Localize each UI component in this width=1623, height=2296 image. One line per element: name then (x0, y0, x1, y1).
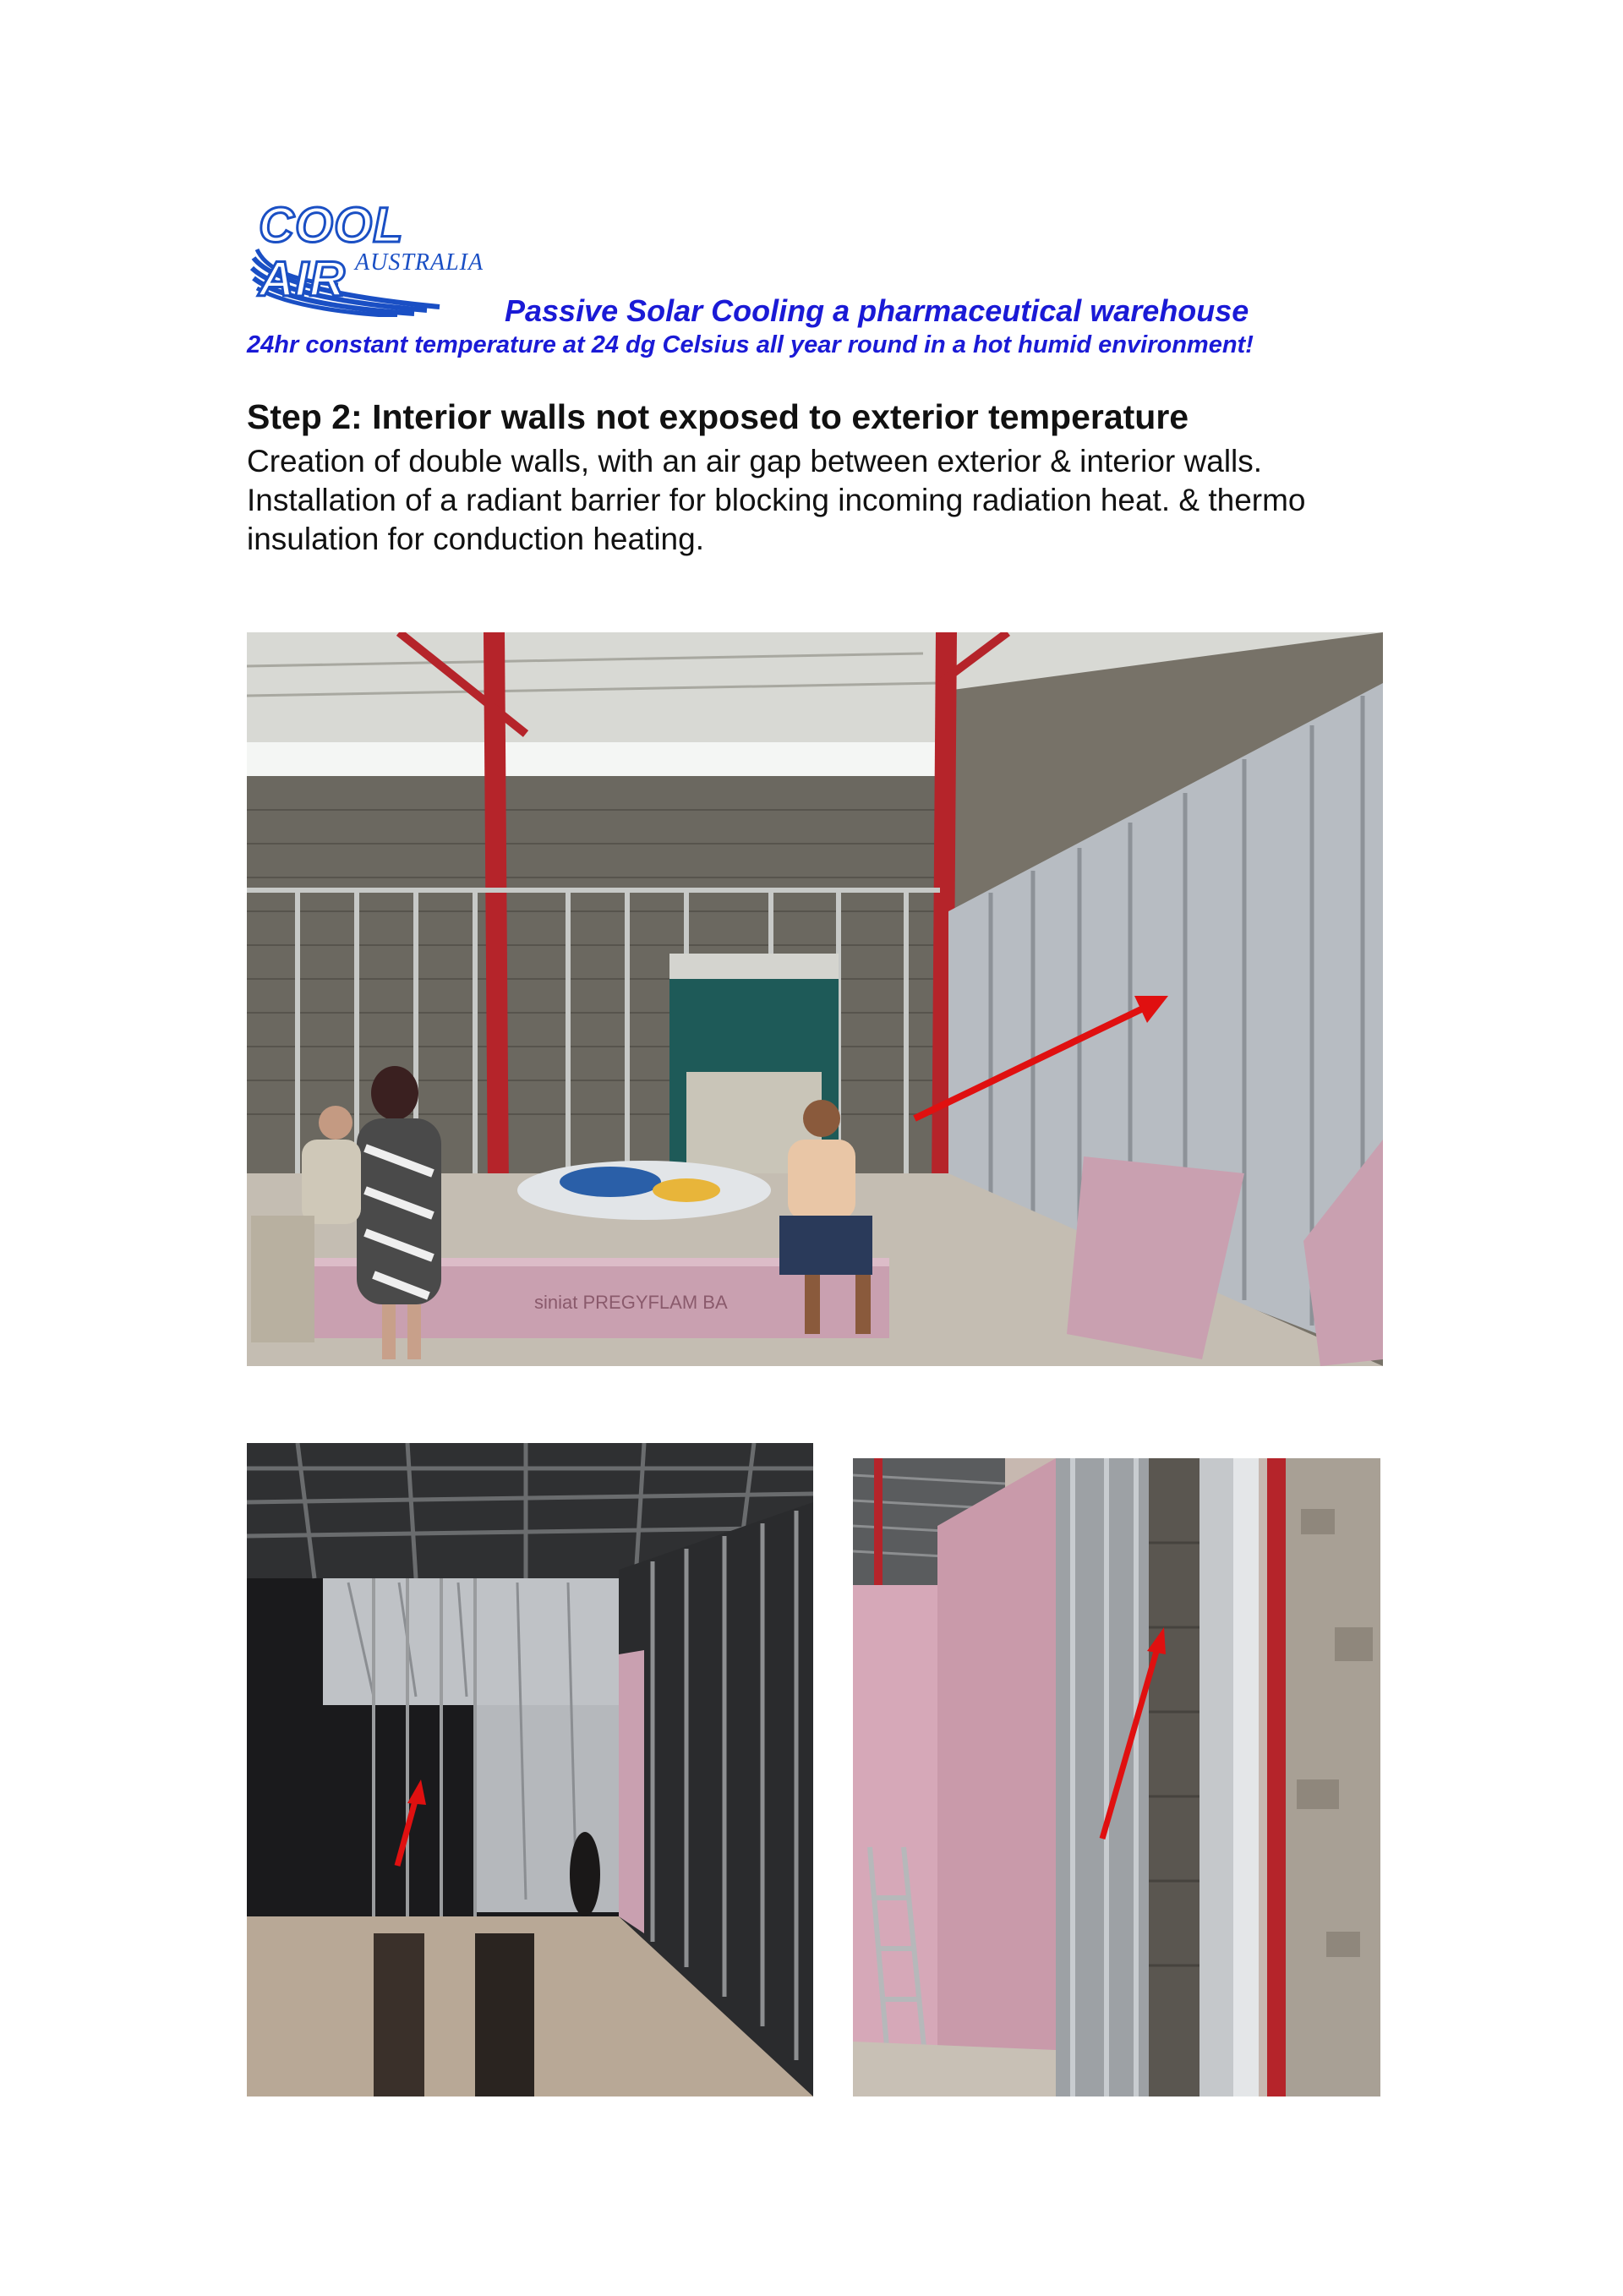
logo-wordmark: COOL AIR (259, 198, 403, 307)
corridor-illustration (247, 1443, 813, 2096)
step-line: Creation of double walls, with an air gap between exterior & interior walls. (247, 444, 1263, 478)
step-title: Step 2: Interior walls not exposed to exterior temperature (247, 397, 1189, 436)
double-wall-illustration (853, 1458, 1380, 2096)
warehouse-interior-photo (247, 632, 1383, 1366)
page-headline: Passive Solar Cooling a pharmaceutical warehouse (505, 293, 1249, 328)
step-line: Installation of a radiant barrier for blocking incoming radiation heat. & thermo insulation for conduction heating. (247, 483, 1306, 556)
corridor-radiant-barrier-photo (247, 1443, 813, 2096)
page-subheadline: 24hr constant temperature at 24 dg Celsius all year round in a hot humid environment! (247, 331, 1254, 358)
warehouse-interior-illustration (247, 632, 1383, 1366)
board-print: siniat PREGYFLAM BA (534, 1292, 728, 1313)
logo-country: AUSTRALIA (355, 249, 484, 276)
double-wall-gap-photo (853, 1458, 1380, 2096)
step-description (247, 442, 1413, 559)
cool-air-australia-logo (245, 199, 499, 317)
